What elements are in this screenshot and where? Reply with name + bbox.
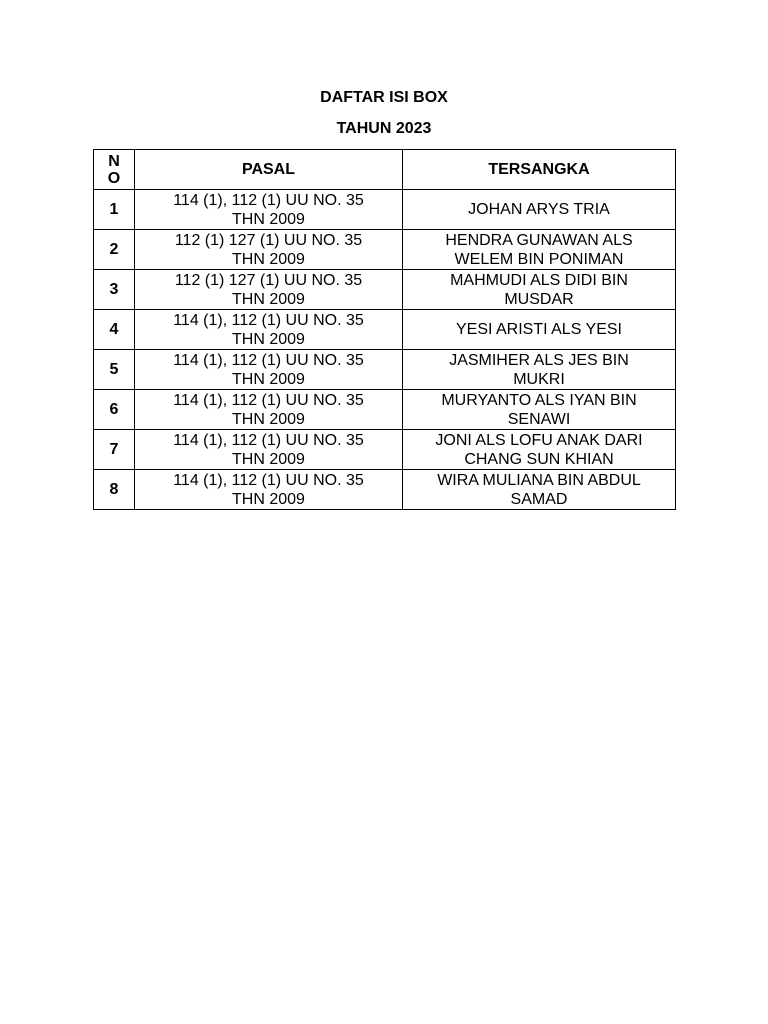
pasal-text: THN 2009 [232, 490, 305, 508]
pasal-cell [135, 190, 403, 230]
row-number: 1 [94, 190, 135, 230]
tersangka-text: WIRA MULIANA BIN ABDUL [437, 471, 641, 489]
row-number: 5 [94, 350, 135, 390]
row-number: 4 [94, 310, 135, 350]
pasal-text: THN 2009 [232, 330, 305, 348]
pasal-text: THN 2009 [232, 250, 305, 268]
tersangka-text: SAMAD [510, 490, 568, 508]
header-tersangka: TERSANGKA [403, 150, 676, 190]
pasal-cell [135, 270, 403, 310]
pasal-cell [135, 230, 403, 270]
tersangka-cell [403, 270, 676, 310]
pasal-text: 114 (1), 112 (1) UU NO. 35 [173, 471, 364, 489]
pasal-text: 114 (1), 112 (1) UU NO. 35 [173, 311, 364, 329]
tersangka-cell [403, 390, 676, 430]
pasal-cell [135, 430, 403, 470]
pasal-text: 114 (1), 112 (1) UU NO. 35 [173, 191, 364, 209]
tersangka-text: HENDRA GUNAWAN ALS [445, 231, 633, 249]
row-number: 6 [94, 390, 135, 430]
document-subtitle: TAHUN 2023 [336, 120, 432, 137]
pasal-text: 114 (1), 112 (1) UU NO. 35 [173, 351, 364, 369]
box-contents-table [93, 149, 676, 510]
table-row [94, 270, 676, 310]
header-pasal: PASAL [135, 150, 403, 190]
row-number: 3 [94, 270, 135, 310]
table-row [94, 190, 676, 230]
pasal-text: THN 2009 [232, 370, 305, 388]
pasal-text: THN 2009 [232, 410, 305, 428]
tersangka-text: JONI ALS LOFU ANAK DARI [435, 431, 643, 449]
tersangka-cell [403, 350, 676, 390]
pasal-cell [135, 310, 403, 350]
header-no [94, 150, 135, 190]
row-number: 7 [94, 430, 135, 470]
pasal-text: 112 (1) 127 (1) UU NO. 35 [174, 271, 363, 289]
tersangka-text: JASMIHER ALS JES BIN [449, 351, 629, 369]
tersangka-cell [403, 310, 676, 350]
tersangka-text: MAHMUDI ALS DIDI BIN [450, 271, 628, 289]
tersangka-text: JOHAN ARYS TRIA [468, 201, 610, 218]
pasal-text: THN 2009 [232, 210, 305, 228]
table-row [94, 230, 676, 270]
tersangka-cell [403, 230, 676, 270]
pasal-cell [135, 350, 403, 390]
tersangka-text: MURYANTO ALS IYAN BIN [441, 391, 637, 409]
tersangka-text: MUKRI [513, 370, 565, 388]
pasal-text: 114 (1), 112 (1) UU NO. 35 [173, 431, 364, 449]
table-row [94, 430, 676, 470]
pasal-text: 114 (1), 112 (1) UU NO. 35 [173, 391, 364, 409]
tersangka-cell [403, 470, 676, 510]
pasal-cell [135, 470, 403, 510]
header-no-line1: N [108, 152, 120, 170]
pasal-text: THN 2009 [232, 290, 305, 308]
tersangka-text: WELEM BIN PONIMAN [454, 250, 624, 268]
tersangka-cell [403, 430, 676, 470]
table-row [94, 470, 676, 510]
pasal-text: 112 (1) 127 (1) UU NO. 35 [174, 231, 363, 249]
header-no-line2: O [107, 169, 121, 187]
pasal-cell [135, 390, 403, 430]
table-body [94, 190, 676, 510]
tersangka-text: MUSDAR [504, 290, 574, 308]
tersangka-text: CHANG SUN KHIAN [464, 450, 614, 468]
tersangka-cell [403, 190, 676, 230]
tersangka-text: SENAWI [507, 410, 571, 428]
table-row [94, 390, 676, 430]
table-header-row [94, 150, 676, 190]
row-number: 8 [94, 470, 135, 510]
table-row [94, 350, 676, 390]
tersangka-text: YESI ARISTI ALS YESI [455, 321, 622, 338]
document-title: DAFTAR ISI BOX [320, 89, 448, 106]
row-number: 2 [94, 230, 135, 270]
table-row [94, 310, 676, 350]
pasal-text: THN 2009 [232, 450, 305, 468]
